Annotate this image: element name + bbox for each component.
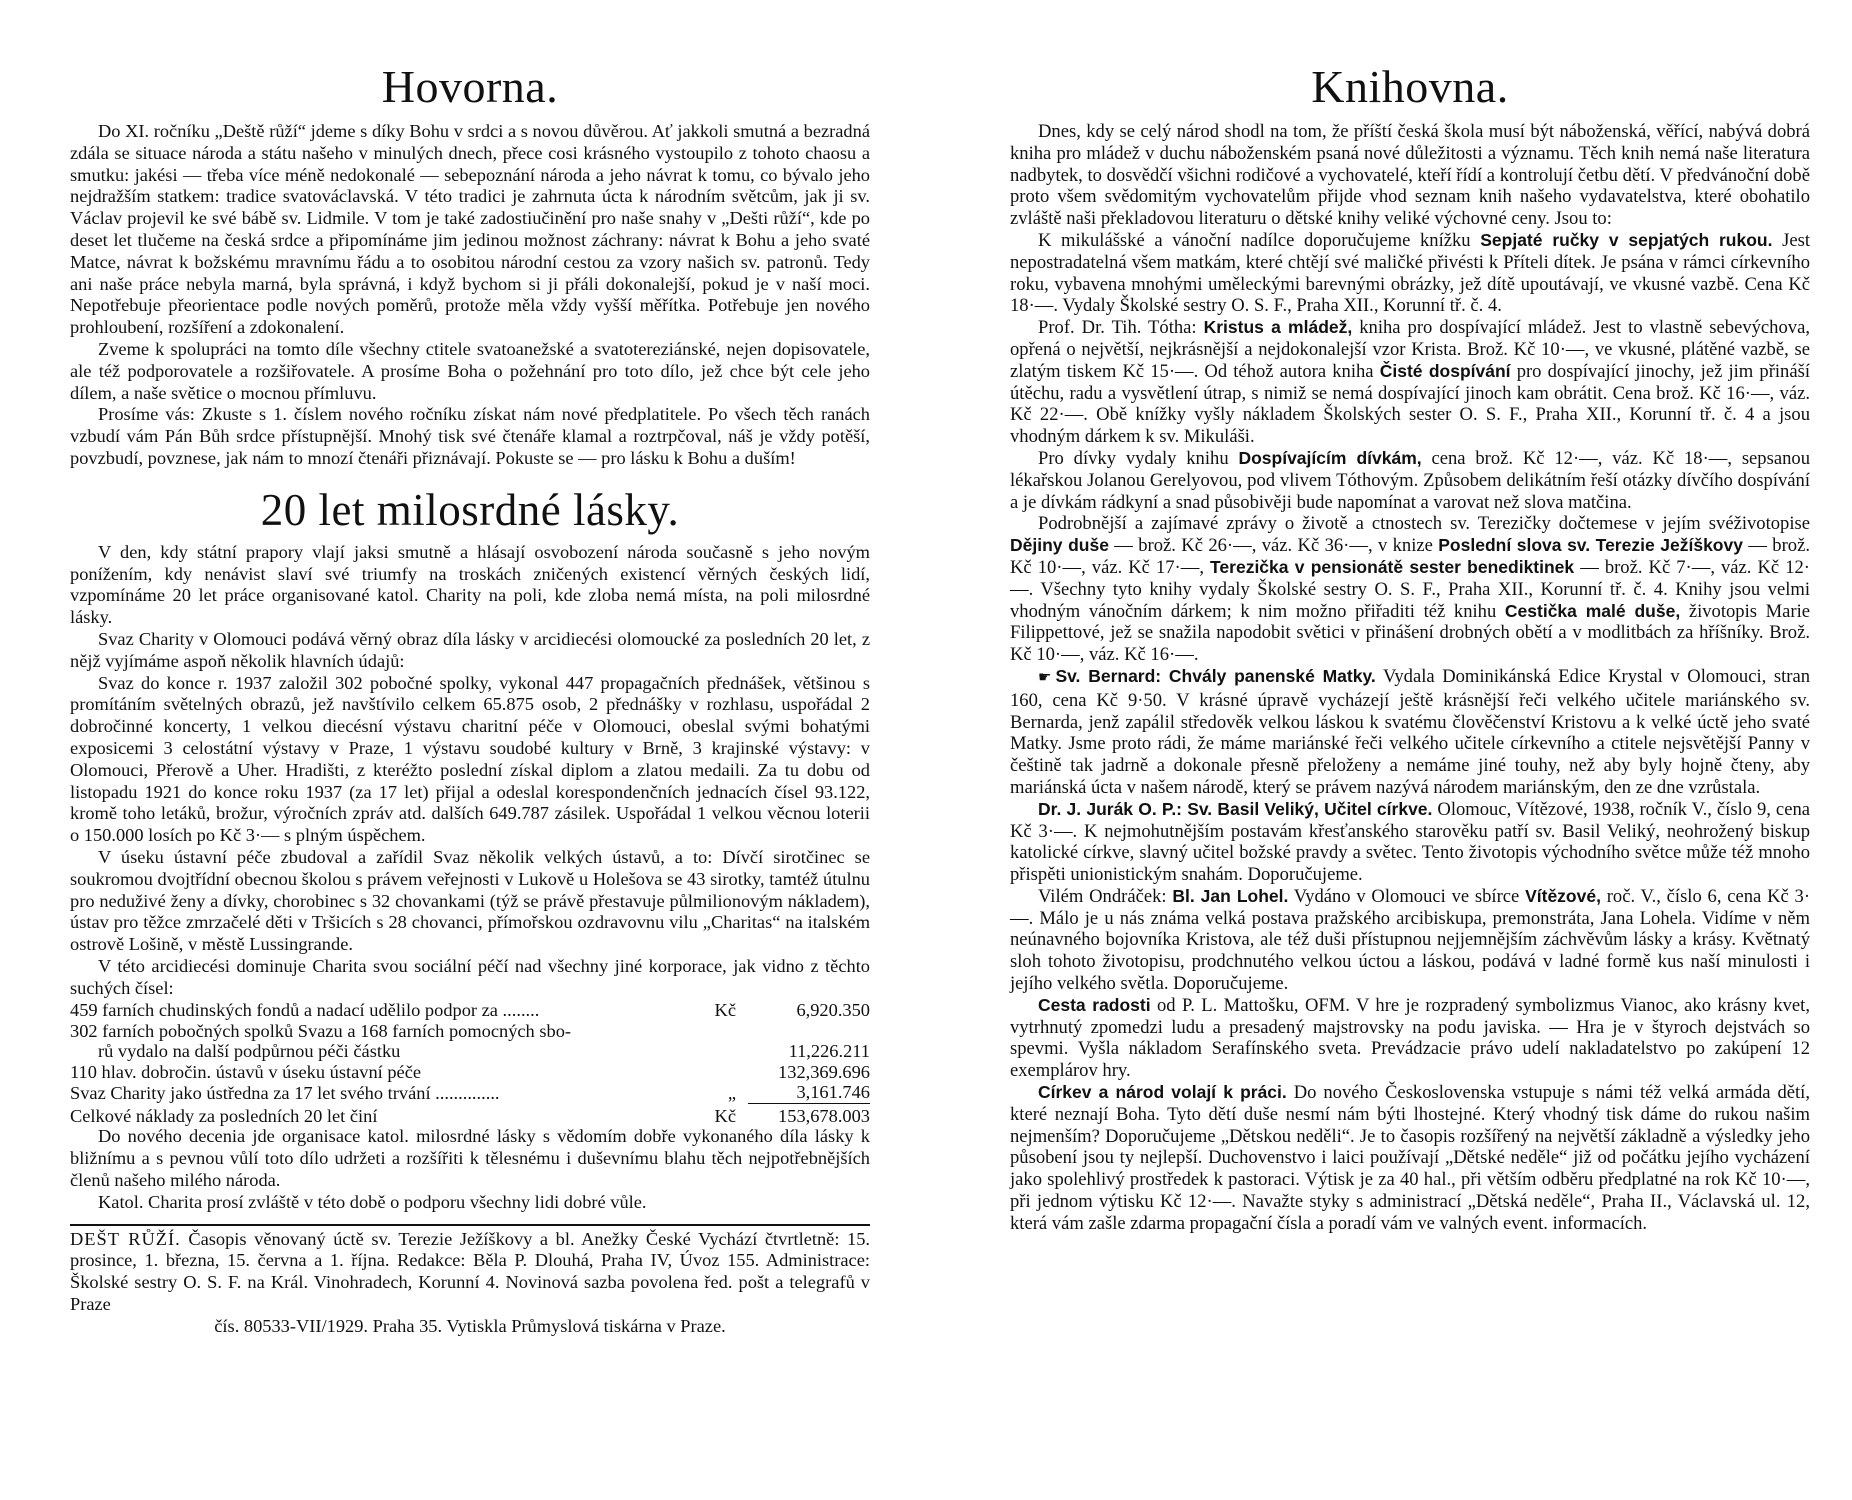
stats-amount: 3,161.746 [748, 1082, 870, 1103]
hovorna-title: Hovorna. [381, 61, 559, 112]
charity-closing-paragraph: Do nového decenia jde organisace katol. milosrdné lásky s vědomím dobře vykonaného díla lásky k bližnímu a s pevnou vůlí toto dílo udržeti a rozšířiti k tělesnému i duševnímu blahu těch nejpotřebnějších členů našeho milého národa. [70, 1126, 870, 1191]
charity-paragraph: Svaz Charity v Olomouci podává věrný obraz díla lásky v arcidiecési olomoucké za posledních 20 let, z nějž vyjímáme aspoň několik hlavních údajů: [70, 628, 870, 671]
stats-amount: 6,920.350 [796, 1000, 870, 1021]
book-title: Dospívajícím dívkám, [1238, 447, 1422, 468]
entry-text: — brož. Kč 7·—, váz. Kč 12·—. Všechny tyto knihy vydaly Školské sestry O. S. F., Praha XII., Korunní tř. č. 4. Knihy jsou velmi vhodným vánočním dárkem; k nim možno přiřaditi též knihu [1010, 556, 1810, 622]
book-title: Dr. J. Jurák O. P.: Sv. Basil Veliký, Učitel církve. [1038, 798, 1433, 819]
charity-stats-table [70, 1000, 870, 1126]
entry-text: pro dospívající jinochy, jež jim přináší útěchu, radu a vysvětlení útrap, s nimiž se nemá dospívající jinoch kam obrátit. Cena brož. Kč 16·—, váz. Kč 22·—. Obě knížky vyšly nákladem Školských sester O. S. F., Praha XII., Korunní tř. č. 4 a jsou vhodným dárkem k sv. Mikuláši. [1010, 360, 1811, 448]
stats-row [70, 1021, 870, 1042]
book-entry [1010, 1082, 1810, 1235]
entry-text: Vilém Ondráček: [1038, 885, 1167, 907]
stats-amount: 153,678.003 [778, 1105, 870, 1126]
stats-row [70, 1082, 870, 1103]
book-title: Čisté dospívání [1379, 360, 1511, 381]
stats-label: 302 farních pobočných spolků Svazu a 168 farních pomocných sbo- [70, 1020, 572, 1041]
stats-amount: 132,369.696 [778, 1061, 870, 1082]
entry-text: roč. V., číslo 6, cena Kč 3·—. Málo je u nás známa velká postava pražského arcibiskupa, premonstráta, Jana Lohela. Vidíme v něm neúnavného bojovníka Kristova, ale též duši přístupnou nejjemnějším záchvěvům lásky a krásy. Květnatý sloh tohoto životopisu, prodchnutého velkou úctou a láskou, podává v ladné formě kus naší minulosti i jejího velkého světla. Doporučujeme. [1010, 885, 1811, 995]
entry-text: — brož. Kč 26·—, váz. Kč 36·—, v knize [1114, 535, 1433, 557]
knihovna-intro: Dnes, kdy se celý národ shodl na tom, že příští česká škola musí být náboženská, věřící, nabývá dobrá kniha pro mládež v duchu náboženském psaná nové důležitosti a významu. Těch knih nemá naše literatura nadbytek, to dosvědčí všichni rodičové a vychovatelé, kteří řídí a kontrolují četbu dětí. V předvánoční době proto všem svědomitým vychovatelům přijde vhod seznam knih našeho vydavatelstva, které obohatilo zvláště naši překladovou literaturu o dětské knihy veliké výchovné ceny. Jsou to: [1010, 121, 1810, 230]
book-title: Kristus a mládež, [1203, 317, 1353, 338]
entry-text: Podrobnější a zajímavé zprávy o životě a ctnostech sv. Terezičky dočtemese v jejím svéživotopise [1038, 513, 1810, 535]
colophon-text [70, 1229, 870, 1316]
entry-text: Jest nepostradatelná všem matkám, které chtějí své maličké přivésti k Příteli dítek. Je psána v rámci církevního roku, vybavena mnohými uměleckými barevnými obrázky, jež dítě upoutávají, ve vkusné vazbě. Cena Kč 18·—. Vydaly Školské sestry O. S. F., Praha XII., Korunní tř. č. 4. [1010, 229, 1810, 317]
entry-text: Vydala Dominikánská Edice Krystal v Olomouci, stran 160, cena Kč 9·50. V krásné úpravě vycházejí ještě krásnější řeči velkého učitele mariánského sv. Bernarda, jenž zapálil středověk velkou láskou k svatému člověčenství Kristovu a k velké úctě jeho svaté Matky. Jsme proto rádi, že máme mariánské řeči velkého učitele církevního a ctitele nejsvětější Panny v češtině tak jadrně a dokonale přesně přeloženy a nemáme jiné touhy, než aby byly hojně čteny, aby mariánská úcta v našem národě, který se právem nazývá národem mariánským, den ze dne vzrůstala. [1010, 665, 1810, 798]
masthead: DEŠT RŮŽÍ. [70, 1228, 181, 1249]
colophon [70, 1224, 870, 1338]
stats-amount: 11,226.211 [788, 1041, 870, 1062]
entry-text: — brož. Kč 10·—, váz. Kč 17·—, [1010, 535, 1810, 578]
book-title: Sv. Bernard: Chvály panenské Matky. [1055, 665, 1376, 686]
book-entry [1010, 799, 1810, 886]
stats-row [70, 1000, 870, 1021]
stats-label: Svaz Charity jako ústředna za 17 let svého trvání .............. [70, 1082, 500, 1103]
charity-title: 20 let milosrdné lásky. [260, 484, 680, 535]
book-title: Poslední slova sv. Terezie Ježíškovy [1438, 535, 1743, 556]
hovorna-paragraph: Do XI. ročníku „Deště růží“ jdeme s díky Bohu v srdci a s novou důvěrou. Ať jakkoli smutná a bezradná zdála se situace národa a státu našeho v minulých dnech, přece cosi krásného vystoupilo z tohoto chaosu a smutku: jakési — třeba více méně nedokonalé — sebepoznání národa a jeho návrat k tomu, co bývalo jeho nejdražším statkem: tradice svatováclavská. V této tradici je zahrnuta úcta k národním světcům, jak ji sv. Václav projevil ke své bábě sv. Lidmile. V tom je také zadostiučinění pro naše snahy v „Dešti růží“, kde po deset let tlučeme na česká srdce a připomínáme jim jedinou možnost záchrany: návrat k Bohu a jeho svaté Matce, návrat k božskému mravnímu řádu a to osobitou národní cestou za vzory našich sv. patronů. Tedy ani naše práce nebyla marná, byla správná, i když bychom si ji přáli dokonalejší, pokud je v naší moci. Nepotřebuje přeorientace podle nových poměrů, protože měla vždy vyšší měřítka. Potřebuje jen nového prohloubení, rozšíření a zdokonalení. [70, 121, 870, 338]
entry-text: životopis Marie Filippettové, jež se snažila napodobit světici v přinášení drobných obětí a v modlitbách za hříšníky. Brož. Kč 10·—, váz. Kč 16·—. [1010, 600, 1811, 666]
book-entry [1010, 886, 1810, 995]
hovorna-paragraph: Zveme k spolupráci na tomto díle všechny ctitele svatoanežské a svatotereziánské, nejen dopisovatele, ale též podporovatele a rozšiřovatele. A prosíme Boha o požehnání pro toto dílo, jež chce být cele jeho dílem, a naše světice o mocnou přímluvu. [70, 338, 870, 403]
stats-amount [748, 1021, 870, 1042]
left-column [70, 60, 870, 1338]
book-entry [1010, 666, 1810, 799]
stats-currency: „ [727, 1082, 736, 1103]
colophon-last-line: čís. 80533-VII/1929. Praha 35. Vytiskla Průmyslová tiskárna v Praze. [214, 1315, 726, 1336]
book-entry [1010, 995, 1810, 1082]
book-entry [1010, 448, 1810, 513]
entry-text: Olomouc, Vítězové, 1938, ročník V., číslo 9, cena Kč 3·—. K nejmohutnějším postavám křesťanského starověku patří sv. Basil Veliký, neohrožený biskup katolické církve, slavný učitel božské pravdy a světec. Tento životopis východního světce může též mnoho přispěti unionistickým snahám. Doporučujeme. [1010, 798, 1810, 886]
pointing-hand-icon: ☛ [1038, 669, 1052, 686]
stats-currency: Kč [714, 1000, 736, 1021]
stats-currency [706, 1041, 748, 1062]
book-entry [1010, 317, 1810, 448]
charity-article [70, 542, 870, 1214]
entry-text: cena brož. Kč 12·—, váz. Kč 18·—, sepsanou lékařskou Jolanou Gerelyovou, pod vlivem Tóthovým. Způsobem delikátním řeší otázky dívčího dospívání a je dívkám rádkyní a snad působivěji bude napomínat a varovat než slova matčina. [1010, 447, 1810, 513]
entry-text: Do nového Československa vstupuje s námi též velká armáda dětí, které neznají Boha. Tyto dětí duše nesmí nám býti lhostejné. Který vhodný tisk dáme do rukou našim nejmenším? Doporučujeme „Dětskou neděli“. Je to časopis rozšířený na největší základně a výsledky jeho působení jsou ty nejlepší. Duchovenstvo i laici používají „Dětské neděle“ již od počátku jejího vycházení jako spolehlivý prostředek k pastoraci. Výtisk je za 40 hal., při větším odběru předplatné na rok Kč 10·—, při jednom výtisku Kč 12·—. Navažte styky s administrací „Dětská neděle“, Praha II., Václavská ul. 12, která vám zašle zdarma propagační čísla a poradí vám ve valných event. informacích. [1010, 1082, 1810, 1234]
book-title: Cestička malé duše, [1504, 600, 1681, 621]
entry-text: K mikulášské a vánoční nadílce doporučujeme knížku [1038, 229, 1471, 251]
stats-label: 459 farních chudinských fondů a nadací udělilo podpor za ........ [70, 1000, 540, 1021]
hovorna-paragraph: Prosíme vás: Zkuste s 1. číslem nového ročníku získat nám nové předplatitele. Po všech těch ranách vzbudí vám Pán Bůh srdce přístupnější. Mnohý tisk své čtenáře klamal a roztrpčoval, náš je vždy potěší, povzbudí, povznese, jak nám to mnozí čtenáři přiznávají. Pokuste se — pro lásku k Bohu a duším! [70, 404, 870, 468]
stats-currency: Kč [714, 1105, 736, 1126]
charity-paragraph: V této arcidiecési dominuje Charita svou sociální péčí nad všechny jiné korporace, jak vidno z těchto suchých čísel: [70, 955, 870, 998]
book-entry [1010, 513, 1810, 666]
book-title: Sepjaté ručky v sepjatých rukou. [1480, 229, 1773, 250]
charity-paragraph: V den, kdy státní prapory vlají jaksi smutně a hlásají osvobození národa současně s jeho novým ponížením, kdy nenávist slaví své triumfy na troskách zničených existencí věrných českých lidí, vzpomínáme 20 let práce organisované katol. Charity na poli, kde zloba nemá místa, na poli milosrdné lásky. [70, 541, 870, 628]
stats-label: rů vydalo na další podpůrnou péči částku [98, 1041, 401, 1062]
charity-closing-paragraph: Katol. Charita prosí zvláště v této době o podporu všechny lidi dobré vůle. [98, 1191, 647, 1212]
entry-text: kniha pro dospívající mládež. Jest to vlastně sebevýchova, opřená o největší, nejkrásnější a nejdokonalejší vzor Krista. Brož. Kč 10·—, ve vkusné, plátěné vazbě, se zlatým tiskem Kč 15·—. Od téhož autora kniha [1010, 317, 1810, 382]
charity-paragraph: V úseku ústavní péče zbudoval a zařídil Svaz několik velkých ústavů, a to: Dívčí sirotčinec se soukromou dvojtřídní obecnou školou s právem veřejnosti v Lukově u Holešova se 43 sirotky, tamtéž útulnu pro neduživé ženy a dívky, chorobinec s 32 chovankami (týž se právě přestavuje půlmilionovým nákladem), ústav pro těžce zmrzačelé děti v Tršicích s 28 chovanci, přímořskou ozdravovnu vilu „Charitas“ na italském ostrově Lošině, v městě Lussingrande. [70, 846, 870, 955]
stats-currency [706, 1062, 748, 1083]
book-title: Dějiny duše [1010, 535, 1109, 556]
book-title: Cesta radosti [1038, 994, 1151, 1015]
book-title: Církev a národ volají k práci. [1038, 1082, 1287, 1103]
book-title: Bl. Jan Lohel. [1172, 885, 1289, 906]
knihovna-title: Knihovna. [1311, 61, 1509, 112]
stats-total-row [70, 1103, 870, 1126]
right-column [1010, 60, 1810, 1235]
entry-text: Pro dívky vydaly knihu [1038, 447, 1229, 469]
entry-text: od P. L. Mattošku, OFM. V hre je rozpradený symbolizmus Vianoc, ako krásny kvet, vytrhnutý zpomedzi ludu a presadený majstrovsky na podu javiska. — Hra je v štyroch dejstvách so spevmi. Vyšla nákladom Serafínského sveta. Prevádzacie právo udelí nakladatelstvo po zakúpení 12 exemplárov hry. [1010, 994, 1810, 1082]
book-title: Vítězové, [1525, 885, 1601, 906]
colophon-body: Časopis věnovaný úctě sv. Terezie Ježíškovy a bl. Anežky České Vychází čtvrtletně: 15. prosince, 1. března, 15. června a 1. října. Redakce: Běla P. Dlouhá, Praha IV, Úvoz 155. Administrace: Školské sestry O. S. F. na Král. Vinohradech, Korunní 4. Novinová sazba povolena řed. pošt a telegrafů v Praze [70, 1228, 870, 1315]
entry-text: Prof. Dr. Tih. Tótha: [1038, 317, 1197, 339]
book-entry [1010, 230, 1810, 317]
stats-currency [706, 1021, 748, 1042]
entry-text: Vydáno v Olomouci ve sbírce [1293, 885, 1520, 907]
charity-paragraph: Svaz do konce r. 1937 založil 302 pobočné spolky, vykonal 447 propagačních přednášek, většinou s promítáním světelných obrazů, jež navštívilo celkem 65.875 osob, 2 přednášky v rozhlasu, uspořádal 2 dobročinné koncerty, 1 velkou diecésní výstavu charitní péče v Olomouci, obeslal svými bohatými exposicemi 3 celostátní výstavy v Praze, 1 výstavu soudobé kultury v Brně, 3 krajinské výstavy: v Olomouci, Přerově a Uher. Hradišti, z kteréžto poslední získal diplom a zlatou medaili. Za tu dobu od listopadu 1921 do konce roku 1937 (za 17 let) přijal a odeslal korespondenčních jednacích čísel 93.122, kromě toho letáků, brožur, výročních zpráv atd. dalších 649.787 zásilek. Uspořádal 1 velkou věcnou loterii o 150.000 losích po Kč 3·— s plným úspěchem. [70, 672, 870, 846]
stats-label: 110 hlav. dobročin. ústavů v úseku ústavní péče [70, 1061, 422, 1082]
hovorna-article [70, 121, 870, 470]
stats-row [70, 1062, 870, 1083]
stats-row [70, 1041, 870, 1062]
stats-label: Celkové náklady za posledních 20 let činí [70, 1105, 378, 1126]
book-title: Terezička v pensionátě sester benediktinek [1210, 556, 1575, 577]
